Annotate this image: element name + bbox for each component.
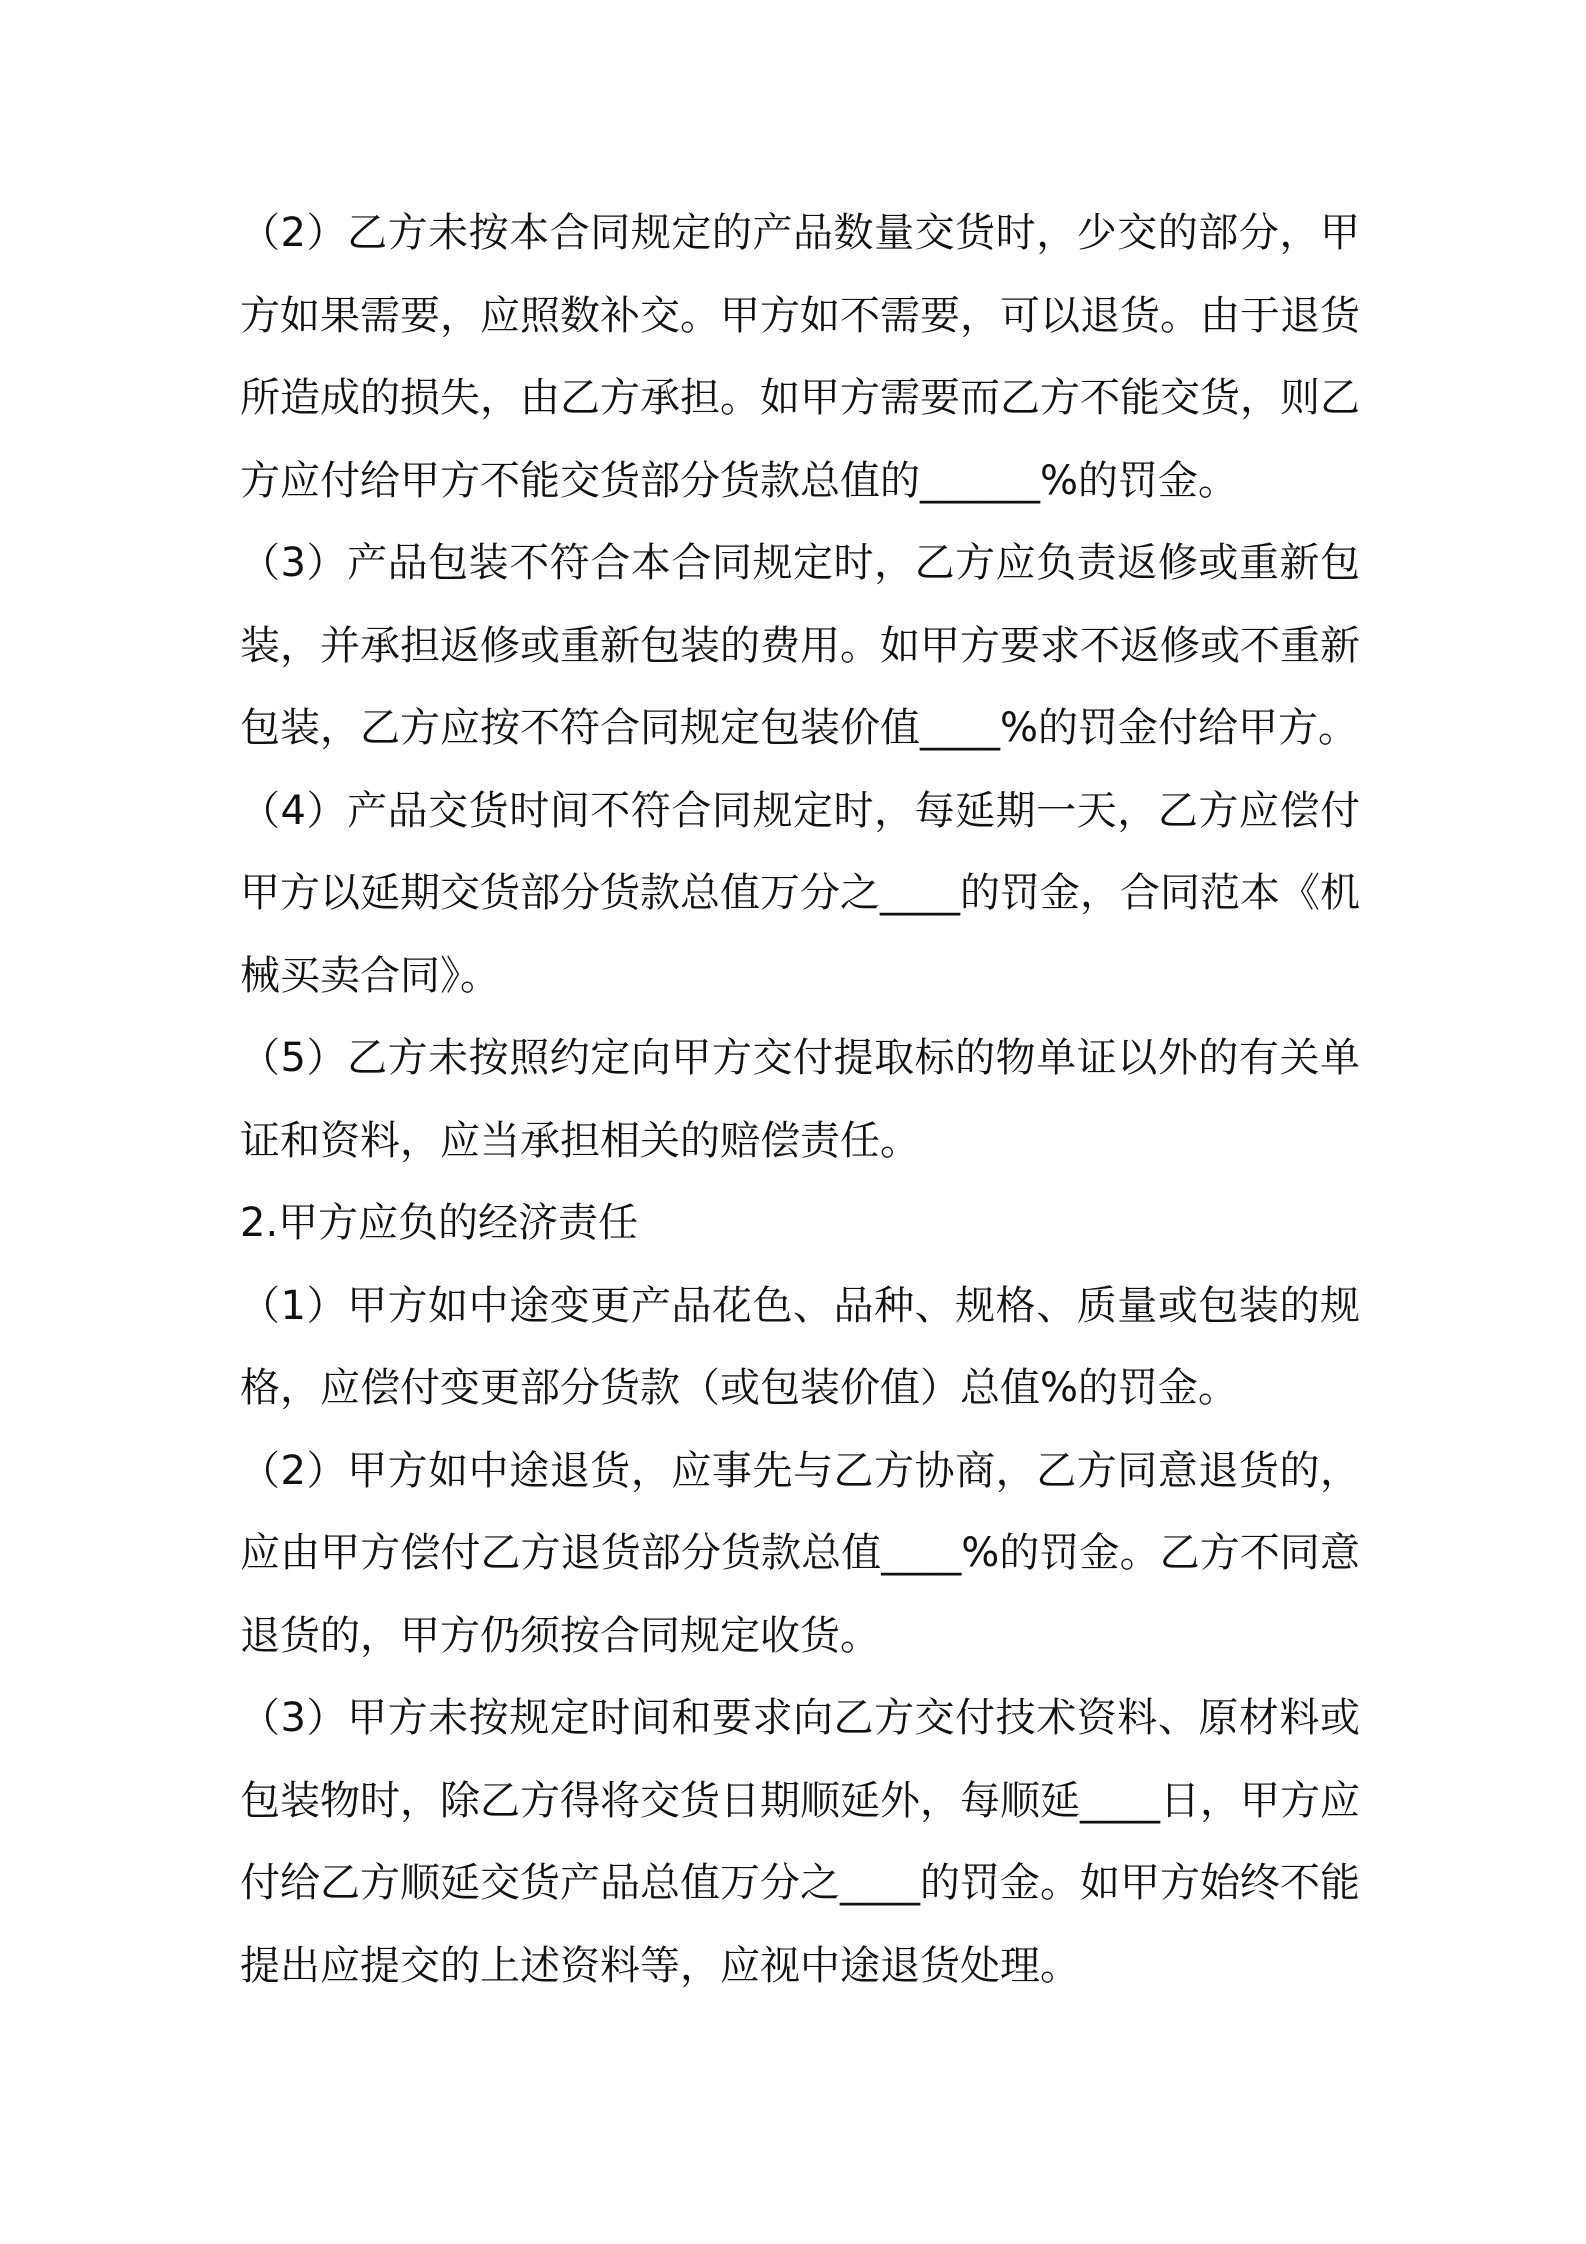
- clause-1-3: （3）产品包装不符合本合同规定时，乙方应负责返修或重新包装，并承担返修或重新包装的费用。如甲方要求不返修或不重新包装，乙方应按不符合同规定包装价值____%的罚金付给甲方。: [240, 540, 1360, 751]
- clause-1-2: （2）乙方未按本合同规定的产品数量交货时，少交的部分，甲方如果需要，应照数补交。甲方如不需要，可以退货。由于退货所造成的损失，由乙方承担。如甲方需要而乙方不能交货，则乙方应付给甲方不能交货部分货款总值的______%的罚金。: [240, 210, 1360, 504]
- clause-2-3: （3）甲方未按规定时间和要求向乙方交付技术资料、原材料或包装物时，除乙方得将交货日期顺延外，每顺延____日，甲方应付给乙方顺延交货产品总值万分之____的罚金。如甲方始终不能提出应提交的上述资料等，应视中途退货处理。: [240, 1695, 1360, 1989]
- clause-2-1: （1）甲方如中途变更产品花色、品种、规格、质量或包装的规格，应偿付变更部分货款（或包装价值）总值%的罚金。: [240, 1282, 1360, 1411]
- contract-text: [240, 192, 1360, 2007]
- section-heading: 2.甲方应负的经济责任: [240, 1200, 639, 1246]
- clause-1-4: （4）产品交货时间不符合同规定时，每延期一天，乙方应偿付甲方以延期交货部分货款总值万分之____的罚金，合同范本《机械买卖合同》。: [240, 787, 1360, 999]
- clause-1-5: （5）乙方未按照约定向甲方交付提取标的物单证以外的有关单证和资料，应当承担相关的赔偿责任。: [240, 1035, 1360, 1164]
- clause-2-2: （2）甲方如中途退货，应事先与乙方协商，乙方同意退货的，应由甲方偿付乙方退货部分货款总值____%的罚金。乙方不同意退货的，甲方仍须按合同规定收货。: [240, 1447, 1360, 1659]
